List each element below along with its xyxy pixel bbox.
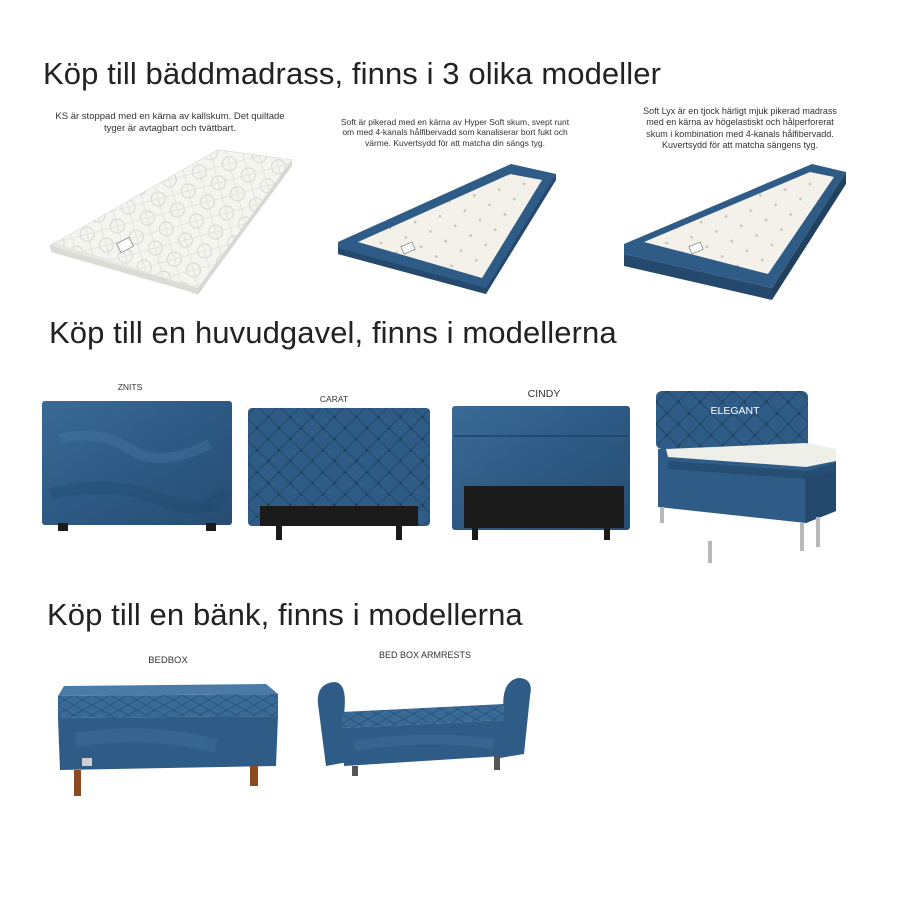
mattress-soft-lyx-image[interactable] — [622, 162, 848, 304]
headboard-znits-label: ZNITS — [117, 382, 143, 392]
headboard-znits-image[interactable] — [40, 399, 234, 533]
headboard-carat-image[interactable] — [246, 406, 432, 542]
panel-headboard-icon — [450, 404, 632, 542]
blue-edged-topper-icon — [336, 162, 558, 298]
tufted-headboard-icon — [246, 406, 432, 542]
mattress-soft-description: Soft är pikerad med en kärna av Hyper Soft skum, svept runt om med 4-kanals hålfibervadd som kanaliserar bort fukt och värme. Kuvertsydd för att matcha din sängs tyg. — [340, 117, 570, 148]
continental-bed-with-tufted-headboard-icon — [656, 391, 838, 567]
headboard-elegant-image[interactable] — [656, 391, 838, 567]
headboard-cindy-label: CINDY — [527, 388, 561, 400]
headboard-elegant-label: ELEGANT — [710, 405, 760, 417]
mattress-soft-image[interactable] — [336, 162, 558, 298]
bench-bedbox-armrests-image[interactable] — [314, 674, 536, 786]
bench-bedbox-armrests-label: BED BOX ARMRESTS — [378, 650, 472, 660]
bench-heading: Köp till en bänk, finns i modellerna — [47, 597, 523, 632]
bench-bedbox-image[interactable] — [56, 680, 280, 800]
plain-velvet-headboard-icon — [40, 399, 234, 533]
headboard-cindy-image[interactable] — [450, 404, 632, 542]
mattress-ks-image[interactable] — [48, 148, 294, 298]
headboard-heading: Köp till en huvudgavel, finns i modellerna — [49, 315, 617, 350]
mattress-soft-lyx-description: Soft Lyx är en tjock härligt mjuk pikerad madrass med en kärna av högelastiskt och hålperforerat skum i kombination med 4-kanals hålfibervadd. Kuvertsydd för att matcha sängens tyg. — [643, 106, 837, 151]
mattress-heading: Köp till bäddmadrass, finns i 3 olika modeller — [43, 56, 662, 91]
white-quilted-topper-icon — [48, 148, 294, 298]
mattress-ks-description: KS är stoppad med en kärna av kallskum. Det quiltade tyger är avtagbart och tvättbart. — [55, 111, 285, 134]
storage-bench-with-armrests-icon — [314, 674, 536, 786]
thick-blue-edged-topper-icon — [622, 162, 848, 304]
bench-bedbox-label: BEDBOX — [148, 655, 188, 666]
headboard-carat-label: CARAT — [319, 394, 349, 404]
storage-bench-icon — [56, 680, 280, 800]
